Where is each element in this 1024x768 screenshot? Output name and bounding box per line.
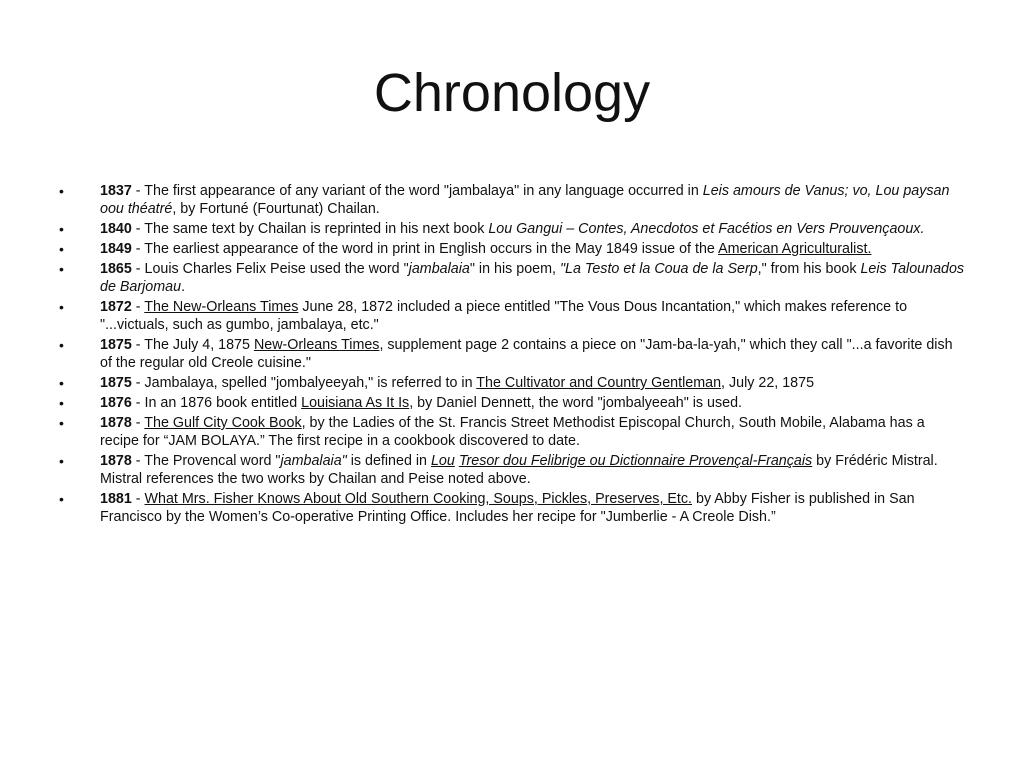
item-text: - The same text by Chailan is reprinted in his next book: [131, 221, 489, 237]
bullet-icon: •: [59, 375, 64, 391]
item-text: .: [181, 279, 186, 295]
item-text: - The July 4, 1875: [131, 337, 254, 353]
bullet-icon: •: [59, 299, 64, 315]
bullet-icon: •: [59, 491, 64, 507]
item-year: 1881: [100, 491, 132, 507]
item-italic-title: Lou Gangui – Contes, Anecdotos et Facétios en Vers Prouvençaoux.: [488, 221, 925, 237]
list-item-1878-a: [59, 414, 966, 450]
list-item-1840: [59, 220, 966, 238]
list-item-1875-b: [59, 374, 966, 392]
item-link-title[interactable]: New-Orleans Times: [253, 337, 380, 353]
item-link-title[interactable]: What Mrs. Fisher Knows About Old Southern Cooking, Soups, Pickles, Preserves, Etc.: [144, 491, 693, 507]
item-year: 1876: [100, 395, 132, 411]
item-year: 1872: [100, 299, 132, 315]
item-text: - Jambalaya, spelled "jombalyeeyah," is referred to in: [131, 375, 477, 391]
item-italic-title: Leis amours de Vanus; vo, Lou paysan oou théatré: [100, 183, 950, 217]
slide-title: Chronology: [373, 63, 651, 123]
item-text: - The earliest appearance of the word in print in English occurs in the May 1849 issue of the: [131, 241, 719, 257]
item-italic-word: jambalaia: [408, 261, 470, 277]
item-link-title[interactable]: Tresor dou Felibrige ou Dictionnaire Provençal-Français: [458, 453, 813, 469]
list-item-1849: [59, 240, 966, 258]
list-item-1881: [59, 490, 966, 526]
item-year: 1878: [100, 453, 132, 469]
bullet-icon: •: [59, 415, 64, 431]
item-year: 1840: [100, 221, 132, 237]
item-text: June 28, 1872 included a piece entitled "The Vous Dous Incantation," which makes reference to "...victuals, such as gumbo, jambalaya, etc.": [100, 299, 908, 333]
bullet-icon: •: [59, 221, 64, 237]
item-text: " in his poem,: [469, 261, 560, 277]
item-italic-title: Leis Talounados de Barjomau: [100, 261, 965, 295]
item-text: ," from his book: [757, 261, 861, 277]
item-text: -: [131, 491, 145, 507]
list-item-1872: [59, 298, 966, 334]
item-italic-word: jambalaia": [280, 453, 347, 469]
item-text: , July 22, 1875: [721, 375, 815, 391]
item-text: -: [131, 415, 145, 431]
item-text: , by Fortuné (Fourtunat) Chailan.: [172, 201, 380, 217]
bullet-icon: •: [59, 337, 64, 353]
item-text: - The Provencal word ": [131, 453, 281, 469]
item-text: - Louis Charles Felix Peise used the word ": [131, 261, 409, 277]
item-text: by Abby Fisher is published in San Francisco by the Women’s Co-operative Printing Office. Includes her recipe for "Jumberlie - A Creole Dish.”: [100, 491, 915, 525]
item-link-title[interactable]: American Agriculturalist.: [718, 241, 872, 257]
item-text: is defined in: [346, 453, 431, 469]
item-text: - In an 1876 book entitled: [131, 395, 302, 411]
item-year: 1875: [100, 337, 132, 353]
item-year: 1849: [100, 241, 132, 257]
bullet-icon: •: [59, 183, 64, 199]
item-text: , supplement page 2 contains a piece on "Jam-ba-la-yah," which they call "...a favorite dish of the regular old Creole cuisine.": [100, 337, 953, 371]
bullet-icon: •: [59, 241, 64, 257]
item-text: -: [131, 299, 145, 315]
item-link-title[interactable]: The New-Orleans Times: [144, 299, 299, 315]
item-text: - The first appearance of any variant of the word "jambalaya" in any language occurred in: [131, 183, 703, 199]
chronology-list: [59, 182, 966, 528]
item-year: 1837: [100, 183, 132, 199]
item-text: , by Daniel Dennett, the word "jombalyeeah" is used.: [409, 395, 743, 411]
list-item-1837: [59, 182, 966, 218]
item-year: 1875: [100, 375, 132, 391]
list-item-1876: [59, 394, 966, 412]
item-year: 1865: [100, 261, 132, 277]
bullet-icon: •: [59, 261, 64, 277]
item-italic-title: "La Testo et la Coua de la Serp: [559, 261, 758, 277]
item-text: , by the Ladies of the St. Francis Street Methodist Episcopal Church, South Mobile, Alabama has a recipe for “JAM BOLAYA.” The first recipe in a cookbook discovered to date.: [100, 415, 925, 449]
bullet-icon: •: [59, 453, 64, 469]
item-link-title[interactable]: Louisiana As It Is: [301, 395, 410, 411]
item-text: by Frédéric Mistral. Mistral references the two works by Chailan and Peise noted above.: [100, 453, 938, 487]
item-link-title[interactable]: The Gulf City Cook Book: [144, 415, 302, 431]
item-link-title[interactable]: The Cultivator and Country Gentleman: [476, 375, 722, 391]
item-year: 1878: [100, 415, 132, 431]
item-link-title[interactable]: Lou: [430, 453, 455, 469]
list-item-1878-b: [59, 452, 966, 488]
bullet-icon: •: [59, 395, 64, 411]
list-item-1875-a: [59, 336, 966, 372]
list-item-1865: [59, 260, 966, 296]
